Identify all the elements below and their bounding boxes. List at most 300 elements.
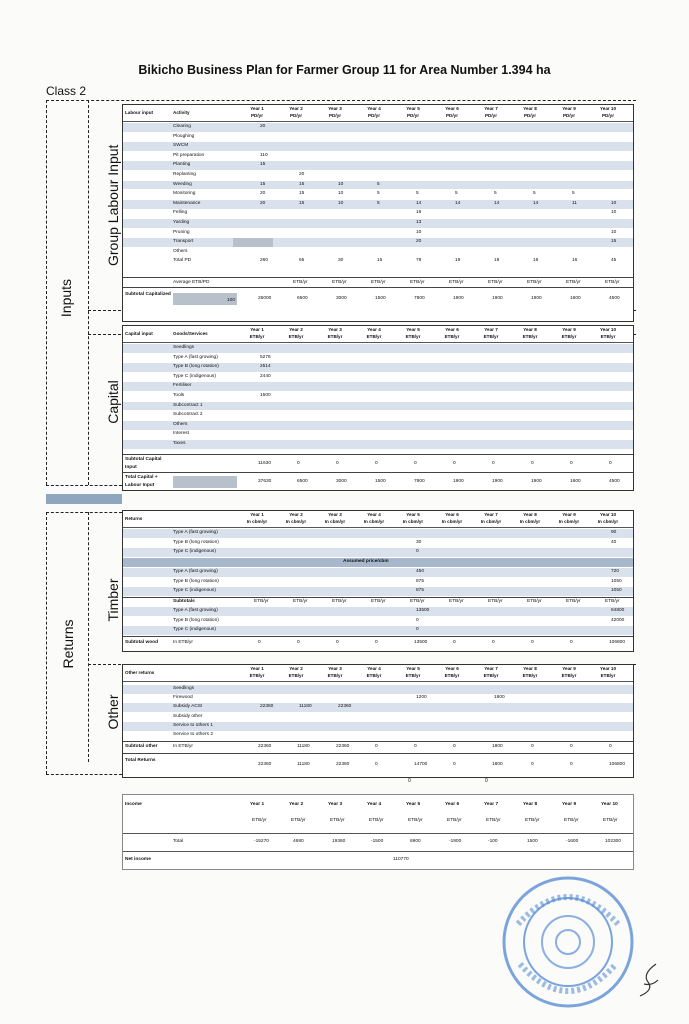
unit-label: In cbm/yr bbox=[402, 518, 424, 524]
row-label: Felling bbox=[173, 210, 188, 216]
year-header: Year 3 bbox=[328, 802, 343, 807]
unit-label: In cbm/yr bbox=[324, 518, 346, 524]
income-total-row bbox=[123, 833, 633, 850]
cell-value: 15 bbox=[299, 191, 305, 197]
row-label: Subsidy other bbox=[173, 713, 203, 719]
unit-label: ETB/yr bbox=[486, 818, 501, 823]
year-label: Year 1 bbox=[250, 666, 264, 671]
cell-value: 6500 bbox=[297, 479, 308, 484]
year-label: Year 9 bbox=[562, 666, 576, 671]
row-label: Maintenance bbox=[173, 200, 201, 206]
year-header bbox=[589, 106, 627, 119]
labour-row bbox=[123, 181, 633, 190]
year-label: Year 10 bbox=[599, 106, 617, 111]
volume-row bbox=[123, 539, 633, 548]
subtotal-row bbox=[123, 287, 633, 310]
other-row bbox=[123, 694, 633, 703]
capital-row bbox=[123, 373, 633, 382]
unit-label: ETB/yr bbox=[254, 599, 269, 604]
cell-value: 40 bbox=[611, 539, 617, 545]
cell-value: 11180 bbox=[297, 762, 310, 767]
unit-label: In cbm/yr bbox=[597, 518, 619, 524]
cell-value: 20 bbox=[260, 191, 266, 197]
year-label: Year 10 bbox=[599, 512, 617, 517]
capital-row bbox=[123, 363, 633, 372]
year-header bbox=[355, 512, 393, 525]
cell-value: 0 bbox=[453, 744, 456, 749]
capital-row bbox=[123, 392, 633, 401]
year-label: Year 4 bbox=[367, 106, 381, 111]
year-header bbox=[238, 327, 276, 340]
cell-value: 0 bbox=[492, 461, 495, 466]
cell-value: 0 bbox=[258, 640, 261, 645]
cell-value: 78 bbox=[416, 258, 422, 264]
year-label: Year 6 bbox=[445, 106, 459, 111]
cell-value: 1900 bbox=[453, 296, 464, 301]
year-header bbox=[472, 106, 510, 119]
cell-value: 0 bbox=[570, 461, 573, 466]
row-label: Transport bbox=[173, 239, 194, 245]
cell-value: 4500 bbox=[609, 479, 620, 484]
cell-value: 1200 bbox=[416, 695, 427, 701]
cell-value: 0 bbox=[375, 762, 378, 767]
cell-value: 1900 bbox=[531, 296, 542, 301]
other-label: Other bbox=[105, 694, 121, 730]
unit-label: ETB/yr bbox=[369, 818, 384, 823]
cell-value: 22360 bbox=[336, 744, 350, 749]
unit-label: ETB/yr bbox=[449, 280, 464, 285]
cell-value: 260 bbox=[260, 258, 269, 264]
header-label: Capital input bbox=[125, 331, 153, 336]
cell-value: -1600 bbox=[566, 839, 579, 844]
cell-value: 13 bbox=[416, 220, 422, 225]
row-label: Clearing bbox=[173, 124, 191, 129]
year-header bbox=[550, 512, 588, 525]
cell-value: 0 bbox=[570, 762, 573, 767]
unit-label: ETB/yr bbox=[288, 672, 304, 678]
cell-value: 6900 bbox=[410, 839, 421, 844]
year-header bbox=[589, 512, 627, 525]
year-header bbox=[277, 512, 315, 525]
row-label: Interest bbox=[173, 431, 189, 437]
row-label: Type B (long rotation) bbox=[173, 578, 219, 584]
cell-value: 6500 bbox=[297, 296, 308, 301]
frame-line bbox=[46, 100, 47, 485]
labour-row bbox=[123, 152, 633, 161]
cell-value: 3000 bbox=[336, 296, 347, 301]
cell-value: 0 bbox=[416, 627, 419, 633]
year-header bbox=[433, 327, 471, 340]
cell-value: 7800 bbox=[414, 479, 425, 484]
unit-label: ETB/yr bbox=[405, 672, 421, 678]
cell-value: 1900 bbox=[531, 479, 542, 484]
labour-row bbox=[123, 238, 633, 247]
other-returns-table bbox=[122, 664, 634, 778]
unit-label: ETB/yr bbox=[293, 599, 308, 604]
cell-value: 14700 bbox=[414, 762, 428, 767]
year-label: Year 5 bbox=[406, 327, 420, 332]
income-label: Income bbox=[125, 802, 142, 807]
cell-value: 450 bbox=[416, 569, 425, 574]
cell-value: 15 bbox=[299, 181, 305, 187]
cell-value: 20 bbox=[260, 200, 266, 206]
cell-value: 5276 bbox=[260, 354, 271, 360]
year-label: Year 4 bbox=[367, 327, 381, 332]
labour-row bbox=[123, 133, 633, 142]
capital-row bbox=[123, 402, 633, 411]
cell-value: 22360 bbox=[258, 762, 272, 767]
capital-row bbox=[123, 411, 633, 420]
total-label: Total Returns bbox=[125, 758, 156, 763]
cell-value: 3000 bbox=[336, 479, 347, 484]
row-label: Type B (long rotation) bbox=[173, 617, 219, 623]
unit-label: ETB/yr bbox=[600, 333, 616, 339]
year-header bbox=[589, 327, 627, 340]
year-header bbox=[550, 666, 588, 679]
year-label: Year 3 bbox=[328, 327, 342, 332]
unit-label: ETB/yr bbox=[605, 599, 620, 604]
year-header: Year 5 bbox=[406, 802, 421, 807]
unit-label: ETB/yr bbox=[566, 280, 581, 285]
cell-value: 30 bbox=[338, 258, 344, 264]
row-label: Seedlings bbox=[173, 345, 195, 350]
cell-value: 2514 bbox=[260, 364, 271, 370]
unit-label: ETB/yr bbox=[408, 818, 423, 823]
unit-label: ETB/yr bbox=[444, 672, 460, 678]
labour-row bbox=[123, 248, 633, 257]
column-header: Activity bbox=[173, 110, 190, 115]
labour-row bbox=[123, 190, 633, 199]
price-row bbox=[123, 578, 633, 587]
other-row bbox=[123, 703, 633, 712]
cell-value: 1900 bbox=[453, 479, 464, 484]
subtotal-label: Subtotal wood bbox=[125, 640, 159, 645]
labour-row bbox=[123, 219, 633, 228]
unit-label: ETB/yr bbox=[564, 818, 579, 823]
year-header: Year 6 bbox=[445, 802, 460, 807]
year-header: Year 1 bbox=[250, 802, 265, 807]
cell-value: 0 bbox=[531, 762, 534, 767]
cell-value: 1050 bbox=[611, 578, 622, 584]
net-income-label: Net income bbox=[125, 857, 151, 862]
year-header: Year 7 bbox=[484, 802, 499, 807]
subtotal-label: Subtotal Capitalized bbox=[125, 292, 171, 297]
highlight-cell bbox=[233, 238, 273, 247]
row-label: Subcontract 1 bbox=[173, 402, 203, 408]
unit-label: ETB/yr bbox=[600, 672, 616, 678]
cell-value: 5 bbox=[377, 191, 380, 197]
year-label: Year 7 bbox=[484, 106, 498, 111]
subtotals-header bbox=[123, 597, 633, 607]
cell-value: 5 bbox=[494, 191, 497, 197]
cell-value: 11180 bbox=[299, 704, 312, 710]
year-header bbox=[394, 327, 432, 340]
cell-value: 22360 bbox=[260, 704, 274, 710]
timber-label: Timber bbox=[105, 578, 121, 622]
year-header bbox=[277, 106, 315, 119]
cell-value: 10 bbox=[338, 181, 344, 187]
cell-value: 0 bbox=[336, 640, 339, 645]
year-header bbox=[316, 512, 354, 525]
avg-value: 100 bbox=[227, 298, 236, 303]
year-header: Year 9 bbox=[562, 802, 577, 807]
row-label: Others bbox=[173, 421, 188, 427]
row-label: Type C (indigenous) bbox=[173, 627, 216, 633]
cell-value: 10 bbox=[338, 200, 344, 206]
year-label: Year 2 bbox=[289, 512, 303, 517]
year-header bbox=[550, 106, 588, 119]
unit-label: ETB/yr bbox=[410, 280, 425, 285]
year-header bbox=[394, 512, 432, 525]
cell-value: 875 bbox=[416, 578, 425, 584]
cell-value: 0 bbox=[375, 461, 378, 466]
cell-value: 19 bbox=[455, 258, 461, 264]
year-header bbox=[550, 327, 588, 340]
cell-value: 14 bbox=[533, 200, 539, 206]
year-header bbox=[433, 666, 471, 679]
row-label: Weeding bbox=[173, 181, 192, 187]
cell-value: 0 bbox=[375, 640, 378, 645]
unit-label: PD/yr bbox=[328, 112, 341, 118]
unit-label: ETB/yr bbox=[605, 280, 620, 285]
year-label: Year 9 bbox=[562, 327, 576, 332]
year-header bbox=[394, 666, 432, 679]
frame-line bbox=[46, 774, 122, 775]
unit-label: ETB/yr bbox=[561, 333, 577, 339]
other-row bbox=[123, 731, 633, 740]
unit-label: ETB/yr bbox=[522, 333, 538, 339]
row-label: Service to others 1 bbox=[173, 722, 213, 728]
cell-value: 1800 bbox=[492, 744, 503, 749]
column-header: Goods/Services bbox=[173, 331, 208, 336]
labour-row bbox=[123, 123, 633, 132]
cell-value: 102300 bbox=[605, 839, 622, 844]
separator-bar bbox=[46, 494, 122, 504]
unit-label: ETB/yr bbox=[566, 599, 581, 604]
year-label: Year 3 bbox=[328, 666, 342, 671]
cell-value: 0 bbox=[531, 461, 534, 466]
cell-value: 4680 bbox=[293, 839, 304, 844]
year-label: Year 6 bbox=[445, 512, 459, 517]
row-label: Type C (indigenous) bbox=[173, 588, 216, 594]
year-label: Year 1 bbox=[250, 327, 264, 332]
unit-label: In cbm/yr bbox=[363, 518, 385, 524]
cell-value: 5 bbox=[416, 191, 419, 197]
total-label: Total Capital + Labour Input bbox=[125, 475, 158, 488]
signature bbox=[634, 960, 664, 1000]
page-title: Bikicho Business Plan for Farmer Group 11 for Area Number 1.394 ha bbox=[138, 63, 551, 77]
cell-value: 19 bbox=[533, 258, 539, 264]
year-label: Year 3 bbox=[328, 512, 342, 517]
frame-line bbox=[46, 485, 122, 486]
frame-line bbox=[46, 512, 47, 774]
cell-value: 0 bbox=[336, 461, 339, 466]
unit-label: PD/yr bbox=[562, 112, 575, 118]
unit-label: ETB/yr bbox=[291, 818, 306, 823]
cell-value: 0 bbox=[416, 617, 419, 623]
cell-value: 1900 bbox=[492, 479, 503, 484]
net-income-row bbox=[123, 851, 633, 868]
row-label: Pruning bbox=[173, 229, 190, 235]
row-label: Ploughing bbox=[173, 133, 195, 139]
cell-value: 15 bbox=[260, 181, 266, 187]
year-header: Year 10 bbox=[601, 802, 618, 807]
table-header bbox=[123, 665, 633, 682]
year-label: Year 9 bbox=[562, 512, 576, 517]
year-label: Year 8 bbox=[523, 106, 537, 111]
header-label: Returns bbox=[125, 516, 143, 521]
unit-label: ETB/yr bbox=[483, 672, 499, 678]
cell-value: 20 bbox=[416, 239, 422, 245]
cell-value: 1500 bbox=[375, 296, 386, 301]
unit-label: ETB/yr bbox=[288, 333, 304, 339]
cell-value: -1500 bbox=[371, 839, 384, 844]
row-label: Planting bbox=[173, 162, 191, 168]
unit-label: ETB/yr bbox=[447, 818, 462, 823]
row-label: SWCM bbox=[173, 143, 189, 149]
cell-value: 0 bbox=[609, 744, 612, 749]
total-box bbox=[173, 476, 237, 488]
price-row bbox=[123, 587, 633, 596]
year-label: Year 9 bbox=[562, 106, 576, 111]
cell-value: -100 bbox=[488, 839, 498, 844]
unit-label: ETB/yr bbox=[366, 333, 382, 339]
cell-value: 10 bbox=[338, 191, 344, 197]
row-label: Fertiliser bbox=[173, 383, 192, 389]
cell-value: 0 bbox=[297, 640, 300, 645]
cell-value: 65 bbox=[299, 258, 305, 264]
unit-label: ETB/yr bbox=[522, 672, 538, 678]
row-label: Others bbox=[173, 248, 188, 254]
income-header bbox=[123, 797, 633, 813]
price-label: Assumed price/cbm bbox=[343, 559, 389, 564]
cell-value: 14 bbox=[494, 200, 500, 206]
capital-label: Capital bbox=[105, 380, 121, 424]
year-header bbox=[238, 106, 276, 119]
row-label: Service to others 2 bbox=[173, 732, 213, 737]
cell-value: 1800 bbox=[492, 762, 503, 767]
cell-value: 19360 bbox=[332, 839, 346, 844]
labour-row bbox=[123, 257, 633, 266]
cell-value: 19 bbox=[494, 258, 500, 264]
unit-label: ETB/yr bbox=[525, 818, 540, 823]
unit-label: In cbm/yr bbox=[519, 518, 541, 524]
year-header bbox=[433, 512, 471, 525]
unit-label: ETB/yr bbox=[293, 280, 308, 285]
cell-value: 875 bbox=[416, 588, 425, 594]
year-label: Year 8 bbox=[523, 327, 537, 332]
cell-value: 7800 bbox=[414, 296, 425, 301]
year-label: Year 1 bbox=[250, 512, 264, 517]
cell-value: 20 bbox=[260, 124, 266, 129]
year-header bbox=[511, 106, 549, 119]
cell-value: 22360 bbox=[338, 704, 352, 710]
row-label: Total PD bbox=[173, 258, 192, 264]
cell-value: 0 bbox=[297, 461, 300, 466]
cell-value: 0 bbox=[570, 744, 573, 749]
labour-row bbox=[123, 161, 633, 170]
cell-value: 0 bbox=[570, 640, 573, 645]
year-header bbox=[355, 327, 393, 340]
subtotal-label: Subtotal Capital Input bbox=[125, 457, 162, 470]
row-label: Type B (long rotation) bbox=[173, 539, 219, 545]
cell-value: 22360 bbox=[258, 744, 272, 749]
cell-value: 15 bbox=[299, 200, 305, 206]
unit-label: ETB/yr bbox=[527, 280, 542, 285]
unit-label: ETB/yr bbox=[249, 672, 265, 678]
capital-table bbox=[122, 325, 634, 491]
labour-row bbox=[123, 229, 633, 238]
labour-row bbox=[123, 200, 633, 209]
year-header bbox=[511, 327, 549, 340]
unit-label: PD/yr bbox=[484, 112, 497, 118]
cell-value: 0 bbox=[531, 640, 534, 645]
header-label: Labour input bbox=[125, 110, 154, 115]
cell-value: 106800 bbox=[609, 640, 626, 645]
other-row bbox=[123, 685, 633, 694]
cell-value: 1500 bbox=[260, 393, 271, 398]
cell-value: 4500 bbox=[609, 296, 620, 301]
cell-value: 16 bbox=[416, 210, 422, 216]
unit-label: PD/yr bbox=[289, 112, 302, 118]
table-header bbox=[123, 326, 633, 343]
year-header bbox=[511, 512, 549, 525]
row-label: Type A (fast growing) bbox=[173, 569, 218, 574]
cell-value: 11630 bbox=[258, 461, 271, 466]
row-label: Type A (fast growing) bbox=[173, 530, 218, 535]
net-income-value: 110770 bbox=[393, 857, 409, 862]
unit-label: ETB/yr bbox=[371, 599, 386, 604]
unit-label: ETB/yr bbox=[371, 280, 386, 285]
row-label: Type C (indigenous) bbox=[173, 549, 216, 555]
unit-label: ETB/yr bbox=[330, 818, 345, 823]
unit-label: In cbm/yr bbox=[246, 518, 268, 524]
frame-line bbox=[88, 100, 89, 485]
year-label: Year 10 bbox=[599, 327, 617, 332]
cell-value: 11 bbox=[572, 200, 577, 206]
unit-label: PD/yr bbox=[523, 112, 536, 118]
income-units bbox=[123, 813, 633, 829]
year-label: Year 8 bbox=[523, 666, 537, 671]
unit-label: PD/yr bbox=[406, 112, 419, 118]
row-label: Seedlings bbox=[173, 686, 195, 691]
year-label: Year 2 bbox=[289, 327, 303, 332]
frame-line bbox=[88, 512, 89, 762]
year-header bbox=[316, 327, 354, 340]
year-label: Year 8 bbox=[523, 512, 537, 517]
volume-row bbox=[123, 548, 633, 557]
labour-row bbox=[123, 142, 633, 151]
frame-line bbox=[46, 100, 636, 101]
unit-label: ETB/yr bbox=[527, 599, 542, 604]
stray-value: 0 bbox=[408, 778, 411, 784]
cell-value: 2440 bbox=[260, 373, 271, 379]
unit-label: ETB/yr bbox=[327, 333, 343, 339]
cell-value: 13500 bbox=[414, 640, 428, 645]
row-label: Taxes bbox=[173, 441, 186, 446]
cell-value: 90 bbox=[611, 530, 617, 535]
cell-value: 45 bbox=[611, 258, 617, 264]
unit-label: ETB/yr bbox=[561, 672, 577, 678]
cell-value: 0 bbox=[414, 461, 417, 466]
unit-label: ETB/yr bbox=[483, 333, 499, 339]
avg-label: Average ETB/PD bbox=[173, 280, 210, 285]
labour-label: Group Labour Input bbox=[105, 144, 121, 266]
subtotal-row bbox=[123, 741, 633, 752]
unit-label: ETB/yr bbox=[444, 333, 460, 339]
other-row bbox=[123, 713, 633, 722]
cell-value: 10 bbox=[416, 229, 422, 235]
